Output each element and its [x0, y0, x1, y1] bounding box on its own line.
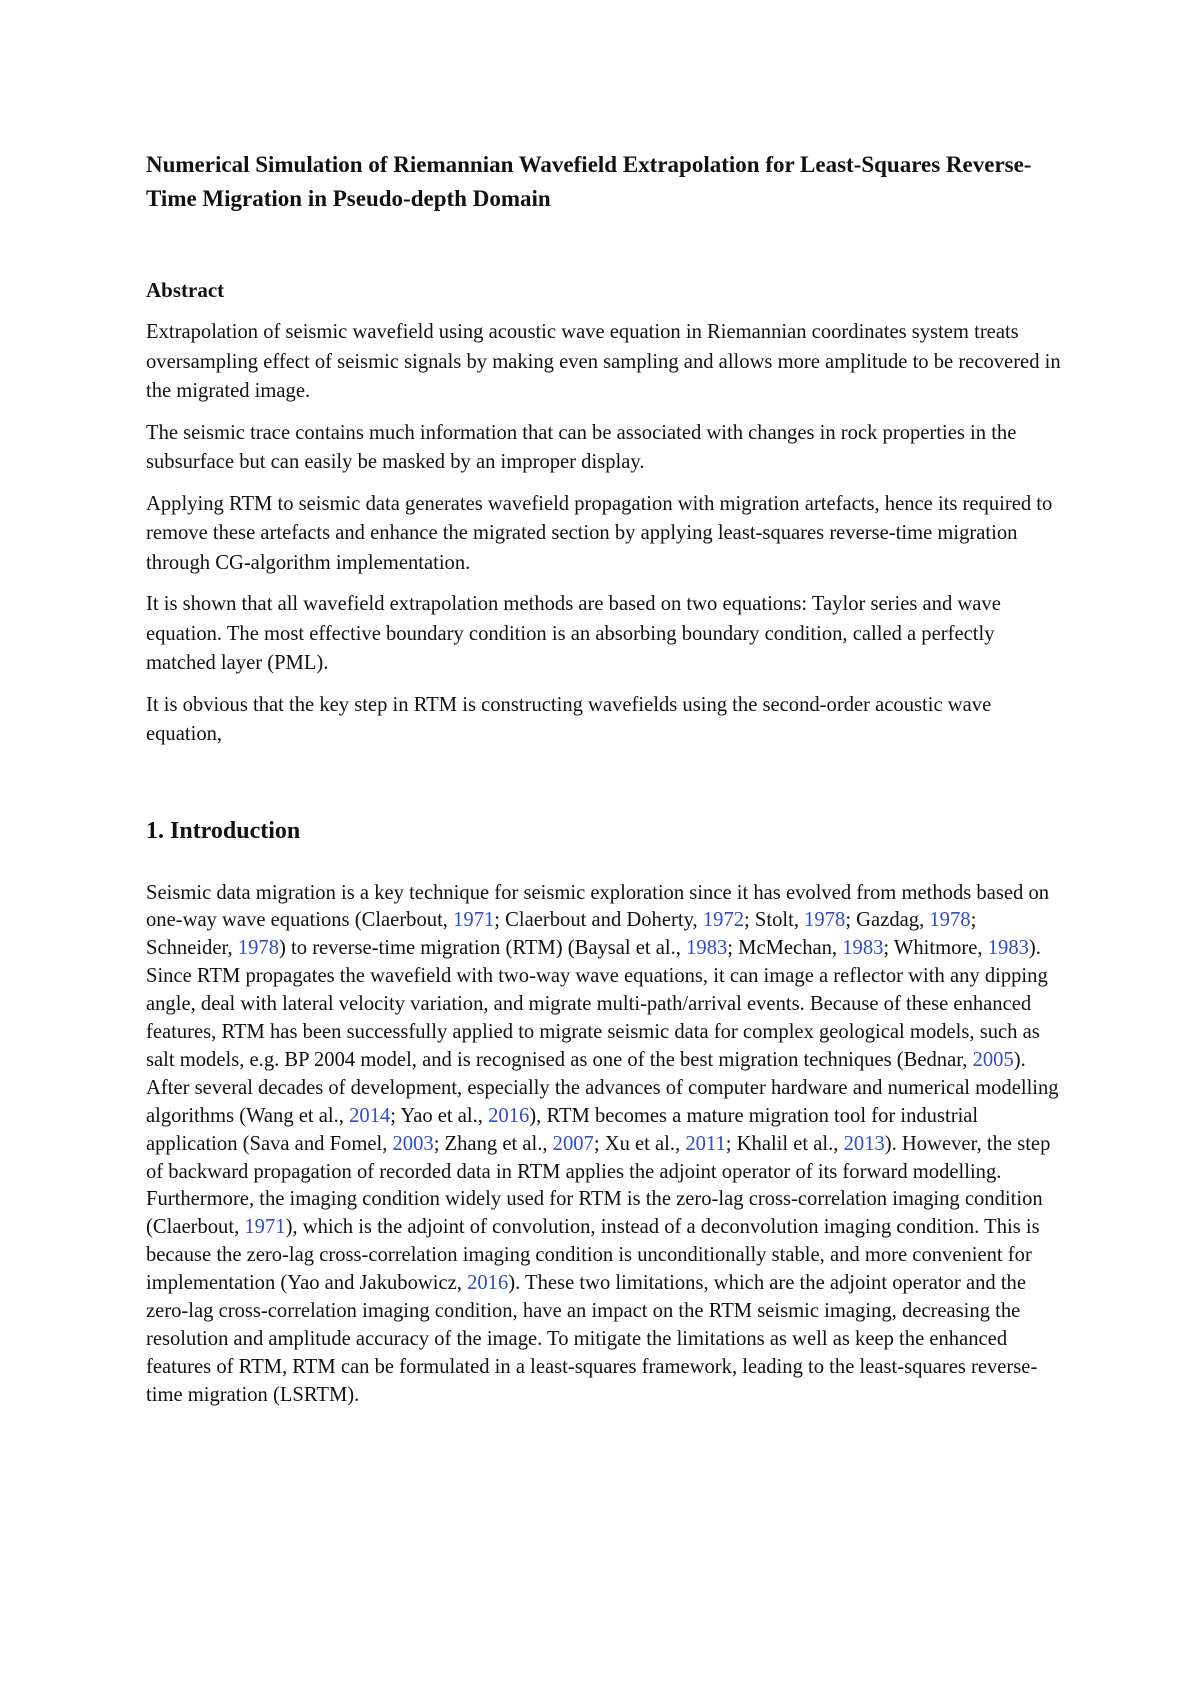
- introduction-text: ; Schneider,: [146, 909, 977, 960]
- introduction-text: ; Claerbout and Doherty,: [494, 909, 703, 932]
- paper-title: Numerical Simulation of Riemannian Wavefield Extrapolation for Least-Squares Reverse-Time Migration in Pseudo-depth Domain: [146, 152, 1032, 211]
- document-page: [146, 148, 1066, 1410]
- citation-link[interactable]: 1983: [842, 937, 884, 960]
- citation-link[interactable]: 2007: [552, 1132, 594, 1155]
- introduction-text: ). However, the step of backward propagation of recorded data in RTM applies the adjoint operator of its forward modelling. Furthermore, the imaging condition widely used for RTM is the zero-lag cross-correlation imaging condition (Claerbout,: [146, 1132, 1051, 1239]
- introduction-text: ; Zhang et al.,: [433, 1132, 553, 1155]
- citation-link[interactable]: 1972: [702, 909, 745, 932]
- introduction-text: ). Since RTM propagates the wavefield with two-way wave equations, it can image a reflector with any dipping angle, deal with lateral velocity variation, and migrate multi-path/arrival events. Because of these enhanced features, RTM has been successfully applied to migrate seismic data for complex geological models, such as salt models, e.g. BP 2004 model, and is recognised as one of the best migration techniques (Bednar,: [146, 937, 1048, 1071]
- citation-link[interactable]: 1978: [804, 909, 846, 932]
- abstract-paragraph: It is shown that all wavefield extrapolation methods are based on two equations: Taylor series and wave equation. The most effective boundary condition is an absorbing boundary condition, called a perfectly matched layer (PML).: [146, 593, 1001, 674]
- citation-link[interactable]: 2005: [972, 1048, 1014, 1071]
- citation-link[interactable]: 1978: [237, 937, 280, 960]
- citation-link[interactable]: 2016: [488, 1104, 530, 1127]
- introduction-text: ; Whitmore,: [883, 937, 988, 960]
- introduction-text: ), which is the adjoint of convolution, instead of a deconvolution imaging condition. This is because the zero-lag cross-correlation imaging condition is unconditionally stable, and more convenient for implementation (Yao and Jakubowicz,: [146, 1216, 1040, 1295]
- citation-link[interactable]: 2003: [392, 1132, 434, 1155]
- citation-link[interactable]: 1983: [987, 937, 1029, 960]
- citation-link[interactable]: 2011: [685, 1132, 726, 1155]
- abstract-paragraph: It is obvious that the key step in RTM is constructing wavefields using the second-order acoustic wave equation,: [146, 693, 992, 745]
- introduction-text: ; Gazdag,: [845, 909, 930, 932]
- introduction-paragraph: [146, 880, 1066, 1410]
- abstract-paragraph: Extrapolation of seismic wavefield using acoustic wave equation in Riemannian coordinates system treats oversampling effect of seismic signals by making even sampling and allows more amplitude to be recovered in the migrated image.: [146, 321, 1061, 402]
- abstract-paragraph: The seismic trace contains much information that can be associated with changes in rock properties in the subsurface but can easily be masked by an improper display.: [146, 421, 1017, 473]
- introduction-text: ) to reverse-time migration (RTM) (Baysal et al.,: [279, 937, 687, 960]
- citation-link[interactable]: 2016: [467, 1272, 509, 1295]
- introduction-text: ). These two limitations, which are the adjoint operator and the zero-lag cross-correlation imaging condition, have an impact on the RTM seismic imaging, decreasing the resolution and amplitude accuracy of the image. To mitigate the limitations as well as keep the enhanced features of RTM, RTM can be formulated in a least-squares framework, leading to the least-squares reverse-time migration (LSRTM).: [146, 1272, 1038, 1406]
- introduction-text: ; McMechan,: [727, 937, 843, 960]
- introduction-text: ). After several decades of development, especially the advances of computer hardware and numerical modelling algorithms (Wang et al.,: [146, 1048, 1059, 1127]
- introduction-text: ; Xu et al.,: [593, 1132, 686, 1155]
- introduction-text: ; Yao et al.,: [390, 1104, 489, 1127]
- introduction-text: ; Khalil et al.,: [725, 1132, 844, 1155]
- citation-link[interactable]: 2013: [843, 1132, 885, 1155]
- introduction-text: ), RTM becomes a mature migration tool for industrial application (Sava and Fomel,: [146, 1104, 979, 1155]
- introduction-heading: 1. Introduction: [146, 817, 301, 844]
- citation-link[interactable]: 1983: [686, 937, 728, 960]
- introduction-text: Seismic data migration is a key technique for seismic exploration since it has evolved from methods based on one-way wave equations (Claerbout,: [146, 881, 1050, 932]
- citation-link[interactable]: 1971: [244, 1216, 286, 1239]
- citation-link[interactable]: 1971: [453, 909, 495, 932]
- citation-link[interactable]: 1978: [929, 909, 971, 932]
- abstract-paragraph: Applying RTM to seismic data generates wavefield propagation with migration artefacts, hence its required to remove these artefacts and enhance the migrated section by applying least-squares reverse-time migration through CG-algorithm implementation.: [146, 492, 1053, 574]
- abstract-heading: Abstract: [146, 278, 225, 302]
- introduction-text: ; Stolt,: [744, 909, 805, 932]
- citation-link[interactable]: 2014: [349, 1104, 391, 1127]
